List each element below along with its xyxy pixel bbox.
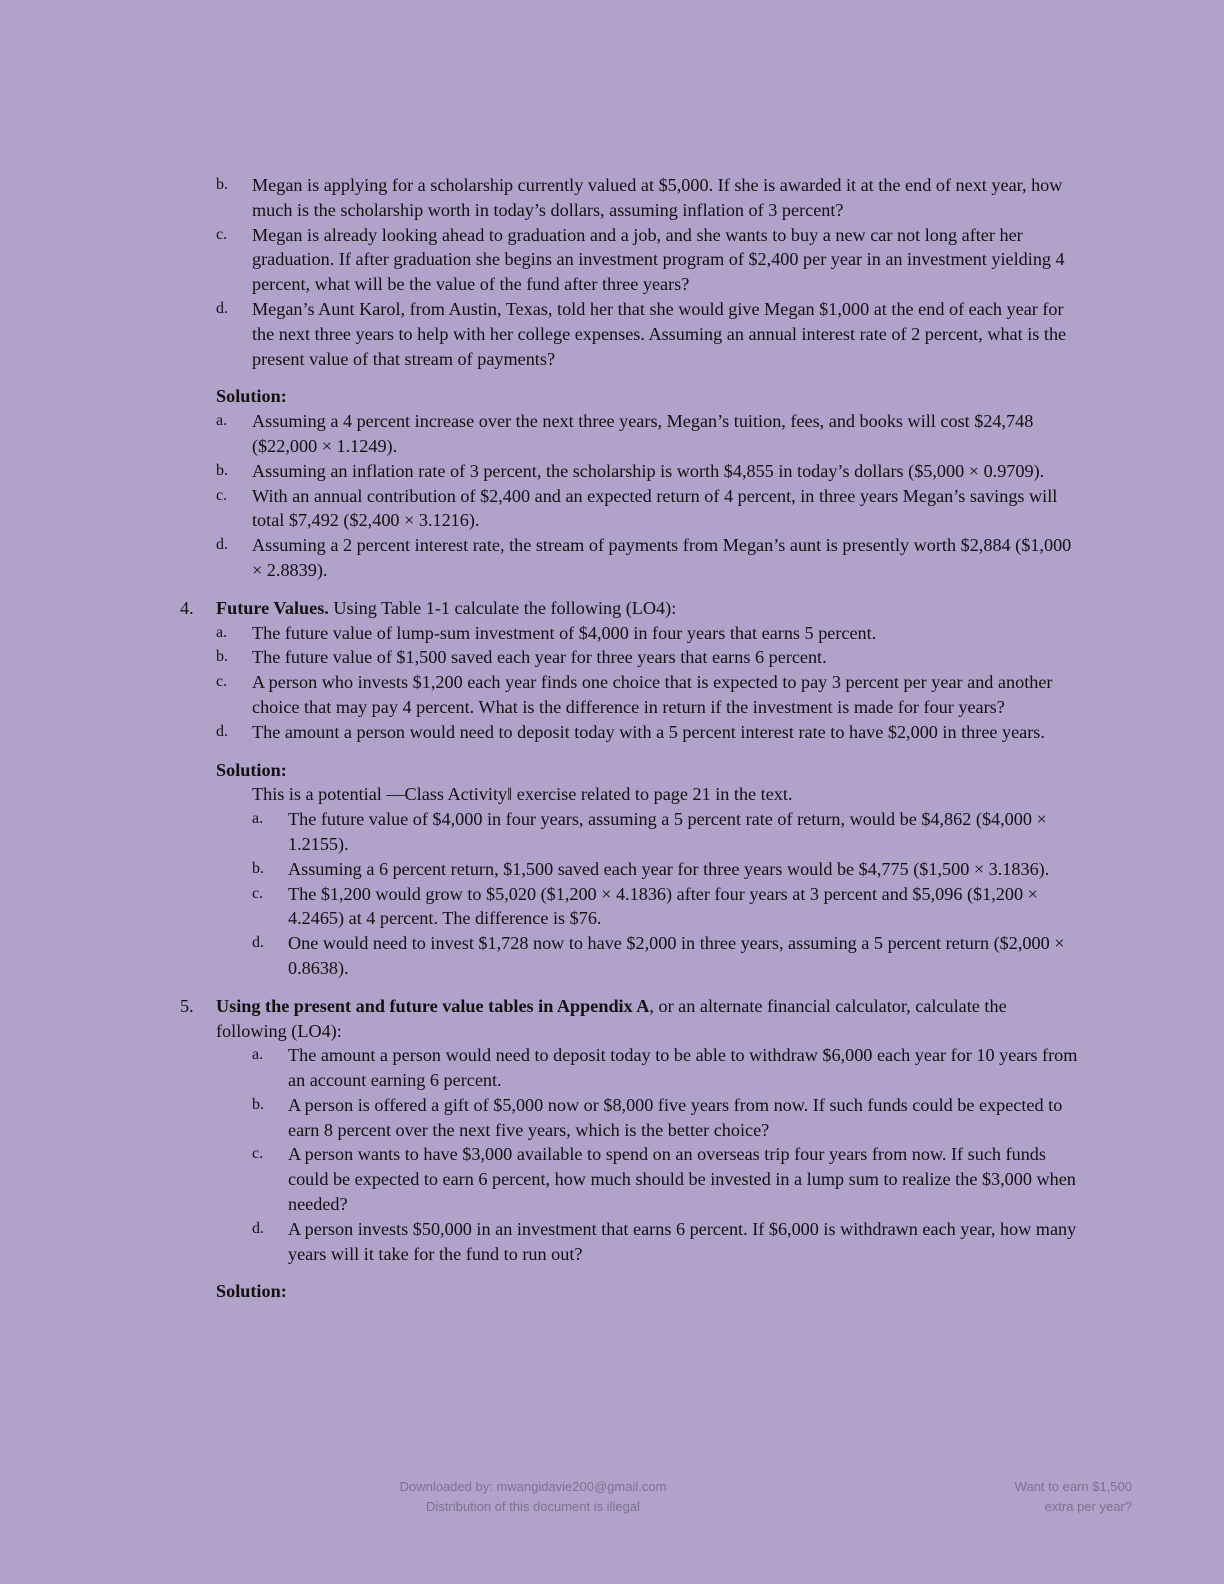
question-number: 5. <box>180 995 194 1016</box>
item-marker: c. <box>216 673 228 691</box>
item-text: The future value of lump-sum investment of $4,000 in four years that earns 5 percent. <box>252 622 877 643</box>
item-marker: d. <box>216 722 228 740</box>
question-3d <box>180 297 1080 371</box>
item-marker: c. <box>216 486 228 504</box>
item-text: The $1,200 would grow to $5,020 ($1,200 × 4.1836) after four years at 3 percent and $5,096 ($1,200 × 4.2465) at 4 percent. The difference is $76. <box>288 883 1038 929</box>
item-marker: c. <box>252 1145 264 1163</box>
item-marker: a. <box>252 810 264 828</box>
page-content <box>180 173 1080 1304</box>
solution-3c <box>180 484 1080 534</box>
item-text: The future value of $1,500 saved each year for three years that earns 6 percent. <box>252 647 827 668</box>
item-text: A person wants to have $3,000 available to spend on an overseas trip four years from now. If such funds could be expected to earn 6 percent, how much should be invested in a lump sum to realize the $3,000 when needed? <box>288 1144 1076 1215</box>
question-4c <box>180 670 1080 720</box>
item-marker: c. <box>252 884 264 902</box>
solution-heading: Solution: <box>216 1281 287 1302</box>
question-title: Future Values. <box>216 597 329 618</box>
download-notice <box>368 1477 698 1517</box>
solution-4a <box>180 807 1080 857</box>
item-text: A person is offered a gift of $5,000 now or $8,000 five years from now. If such funds could be expected to earn 8 percent over the next five years, which is the better choice? <box>288 1094 1063 1140</box>
question-number: 4. <box>180 597 194 618</box>
item-marker: a. <box>216 623 228 641</box>
item-marker: b. <box>216 176 228 193</box>
question-3c <box>180 223 1080 297</box>
solution-intro: This is a potential ―Class Activity‖ exercise related to page 21 in the text. <box>252 784 793 805</box>
item-marker: b. <box>252 1095 264 1113</box>
item-marker: b. <box>252 859 264 877</box>
solution-3a <box>180 409 1080 459</box>
question-3b <box>180 173 1080 223</box>
item-text: With an annual contribution of $2,400 and an expected return of 4 percent, in three years Megan’s savings will total $7,492 ($2,400 × 3.1216). <box>252 485 1058 531</box>
question-4a <box>180 621 1080 646</box>
question-text: , or an alternate financial calculator, calculate the following (LO4): <box>216 995 1007 1041</box>
question-text: Using Table 1-1 calculate the following (LO4): <box>328 597 677 618</box>
item-text: Megan is already looking ahead to graduation and a job, and she wants to buy a new car not long after her graduation. If after graduation she begins an investment program of $2,400 per year in an investment yielding 4 percent, what will be the value of the fund after three years? <box>252 224 1065 295</box>
item-text: One would need to invest $1,728 now to have $2,000 in three years, assuming a 5 percent return ($2,000 × 0.8638). <box>288 933 1065 978</box>
item-marker: b. <box>216 648 228 666</box>
question-title: Using the present and future value tables in Appendix A <box>216 995 650 1016</box>
solution-heading: Solution: <box>216 386 287 407</box>
item-marker: a. <box>252 1046 264 1064</box>
question-4b <box>180 645 1080 670</box>
item-marker: d. <box>216 299 228 317</box>
solution-3d <box>180 533 1080 583</box>
item-text: A person who invests $1,200 each year finds one choice that is expected to pay 3 percent per year and another choice that may pay 4 percent. What is the difference in return if the investment is made for four years? <box>252 672 1053 717</box>
downloaded-by-text: Downloaded by: mwangidavie200@gmail.com <box>399 1479 667 1494</box>
item-marker: d. <box>252 1219 264 1237</box>
item-text: The amount a person would need to deposit today to be able to withdraw $6,000 each year for 10 years from an account earning 6 percent. <box>288 1045 1078 1091</box>
promo-link[interactable] <box>932 1477 1132 1517</box>
item-marker: b. <box>216 461 228 479</box>
solution-3b <box>180 459 1080 484</box>
item-marker: d. <box>252 934 264 952</box>
item-text: Assuming a 2 percent interest rate, the stream of payments from Megan’s aunt is presently worth $2,884 ($1,000 × 2.8839). <box>252 535 1072 580</box>
question-5d <box>180 1217 1080 1267</box>
solution-4d <box>180 931 1080 981</box>
question-5a <box>180 1043 1080 1093</box>
item-marker: d. <box>216 536 228 554</box>
item-text: A person invests $50,000 in an investment that earns 6 percent. If $6,000 is withdrawn each year, how many years will it take for the fund to run out? <box>288 1218 1077 1264</box>
item-marker: a. <box>216 412 228 430</box>
item-text: Assuming a 4 percent increase over the next three years, Megan’s tuition, fees, and books will cost $24,748 ($22,000 × 1.1249). <box>252 411 1034 456</box>
question-5 <box>180 994 1080 1044</box>
question-5c <box>180 1142 1080 1216</box>
item-text: Assuming a 6 percent return, $1,500 saved each year for three years would be $4,775 ($1,500 × 3.1836). <box>288 858 1050 879</box>
item-marker: c. <box>216 225 228 243</box>
distribution-warning: Distribution of this document is illegal <box>426 1499 640 1514</box>
promo-line-1[interactable]: Want to earn $1,500 <box>1014 1479 1132 1494</box>
item-text: Assuming an inflation rate of 3 percent, the scholarship is worth $4,855 in today’s dollars ($5,000 × 0.9709). <box>252 460 1045 481</box>
question-5b <box>180 1093 1080 1143</box>
solution-4b <box>180 857 1080 882</box>
solution-heading: Solution: <box>216 759 287 780</box>
item-text: The amount a person would need to deposit today with a 5 percent interest rate to have $2,000 in three years. <box>252 721 1045 742</box>
solution-4c <box>180 882 1080 932</box>
item-text: Megan is applying for a scholarship currently valued at $5,000. If she is awarded it at the end of next year, how much is the scholarship worth in today’s dollars, assuming inflation of 3 percent? <box>252 175 1063 220</box>
item-text: The future value of $4,000 in four years, assuming a 5 percent rate of return, would be $4,862 ($4,000 × 1.2155). <box>288 809 1047 854</box>
item-text: Megan’s Aunt Karol, from Austin, Texas, told her that she would give Megan $1,000 at the end of each year for the next three years to help with her college expenses. Assuming an annual interest rate of 2 percent, what is the present value of that stream of payments? <box>252 298 1067 369</box>
question-4d <box>180 720 1080 745</box>
question-4 <box>180 596 1080 621</box>
promo-line-2[interactable]: extra per year? <box>1044 1499 1132 1514</box>
